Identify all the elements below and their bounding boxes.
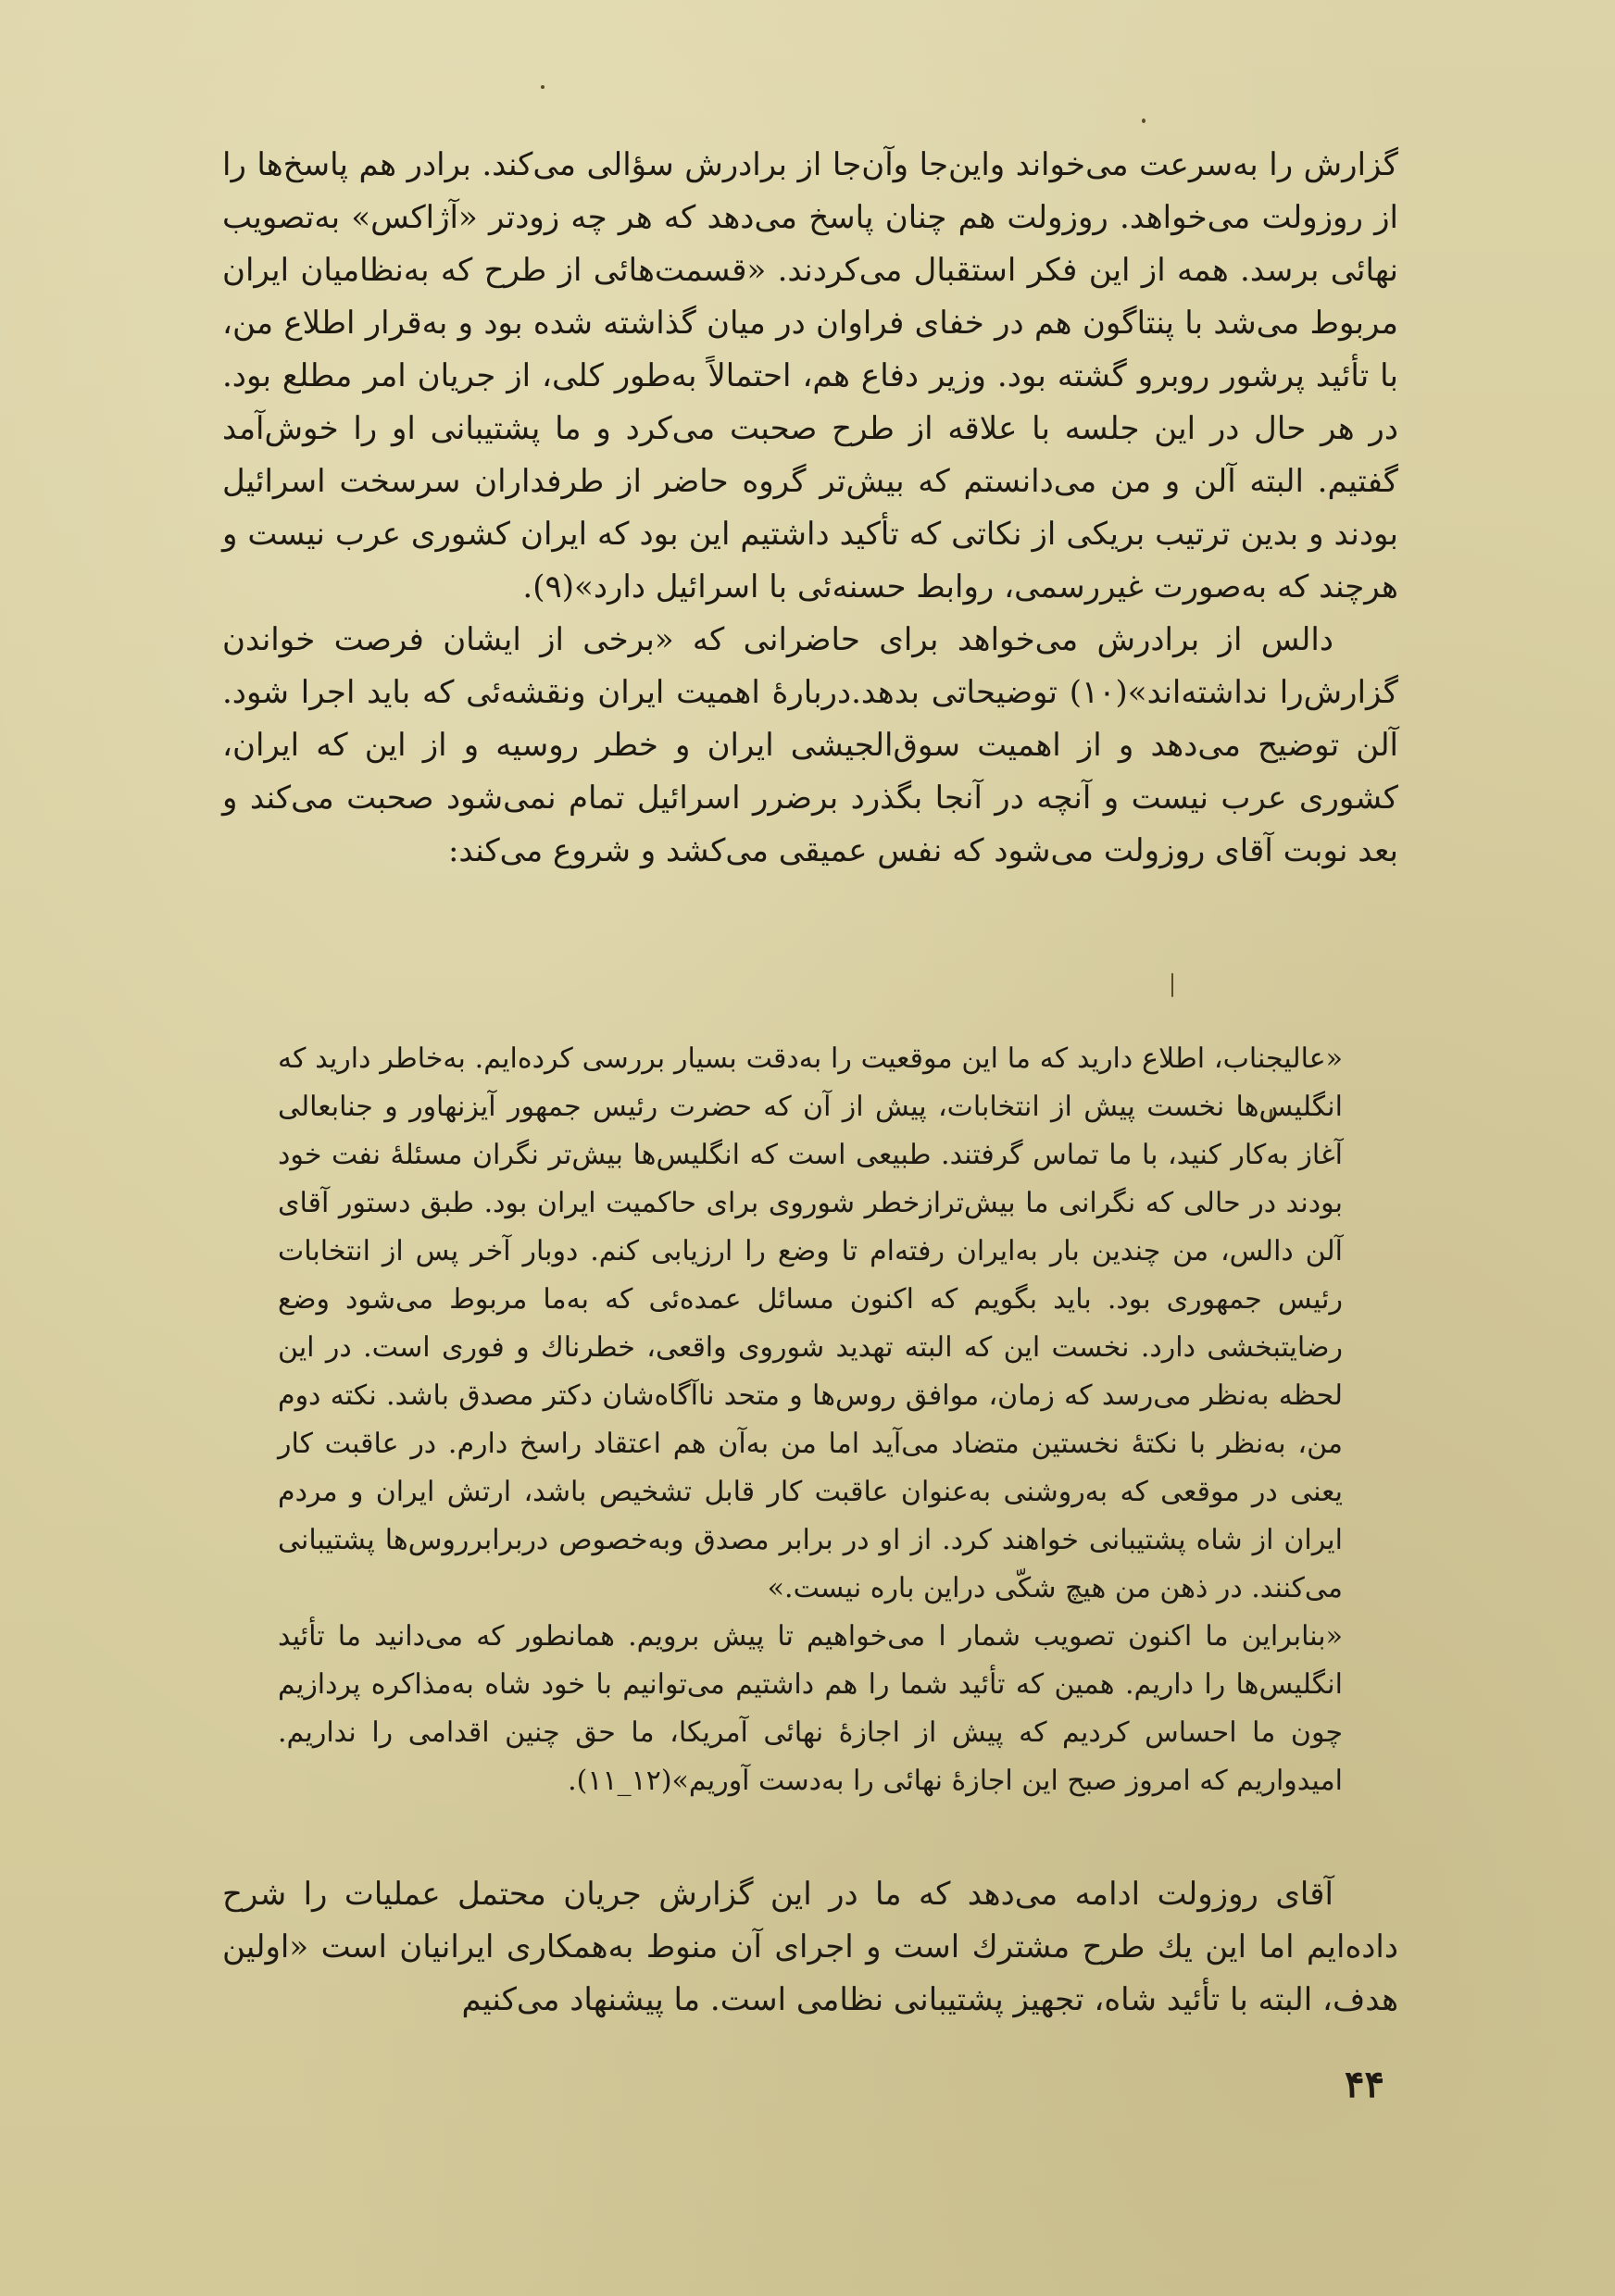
ink-speck (1171, 973, 1173, 997)
paragraph: آقای روزولت ادامه می‌دهد که ما در این گزارش جریان محتمل عملیات را شرح داده‌ایم اما این یك طرح مشترك است و اجرای آن منوط به‌همکاری ایرانیان است «اولین هدف، البته با تأئید شاه، تجهیز پشتیبانی نظامی است. ما پیشنهاد می‌کنیم (222, 1876, 1398, 2018)
ink-speck (541, 85, 545, 89)
quotation: «عالیجناب، اطلاع دارید که ما این موقعیت را به‌دقت بسیار بررسی کرده‌ایم. به‌خاطر دارید که انگلیس‌ها نخست پیش از انتخابات، پیش از آن که حضرت رئیس جمهور آیزنهاور و جنابعالی آغاز به‌کار کنید، با ما تماس گرفتند. طبیعی است که انگلیس‌ها بیش‌تر نگران مسئلهٔ نفت خود بودند در حالی که نگرانی ما بیش‌ترازخطر شوروی برای حاکمیت ایران بود. طبق دستور آقای آلن دالس، من چندین بار به‌ایران رفته‌ام تا وضع را ارزیابی کنم. دوبار آخر پس از انتخابات رئیس جمهوری بود. باید بگویم که اکنون مسائل عمده‌ئی که به‌ما مربوط می‌شود وضع رضایتبخشی دارد. نخست این که البته تهدید شوروی واقعی، خطرناك و فوری است. در این لحظه به‌نظر می‌رسد که زمان، موافق روس‌ها و متحد ناآگاه‌شان دکتر مصدق باشد. نکته دوم من، به‌نظر با نکتهٔ نخستین متضاد می‌آید اما من به‌آن هم اعتقاد راسخ دارم. در عاقبت کار یعنی در موقعی که به‌روشنی به‌عنوان عاقبت کار قابل تشخیص باشد، ارتش ایران و مردم ایران از شاه پشتیبانی خواهند کرد. از او در برابر مصدق وبه‌خصوص دربرابرروس‌ها پشتیبانی می‌کنند. در ذهن من هیچ شکّی دراین باره نیست.» (278, 1042, 1343, 1604)
paragraph: گزارش را به‌سرعت می‌خواند واین‌جا وآن‌جا از برادرش سؤالی می‌کند. برادر هم پاسخ‌ها را از روزولت می‌خواهد. روزولت هم چنان پاسخ می‌دهد که هر چه زودتر «آژاکس» به‌تصویب نهائی برسد. همه از این فکر استقبال می‌کردند. «قسمت‌هائی از طرح که به‌نظامیان ایران مربوط می‌شد با پنتاگون هم در خفای فراوان در میان گذاشته شده بود و به‌قرار اطلاع من، با تأئید پرشور روبرو گشته بود. وزیر دفاع هم، احتمالاً به‌طور کلی، از جریان امر مطلع بود. در هر حال در این جلسه با علاقه از طرح صحبت می‌کرد و ما پشتیبانی او را خوش‌آمد گفتیم. البته آلن و من می‌دانستم که بیش‌تر گروه حاضر از طرفداران سرسخت اسرائیل بودند و بدین ترتیب بریکی از نکاتی که تأکید داشتیم این بود که ایران کشوری عرب نیست و هرچند که به‌صورت غیررسمی، روابط حسنه‌ئی با اسرائیل دارد»(۹). (222, 146, 1398, 605)
page-number: ۴۴ (1345, 2063, 1384, 2106)
quotation: «بنابراین ما اکنون تصویب شمار ا می‌خواهیم تا پیش برویم. همانطور که می‌دانید ما تأئید انگلیس‌ها را داریم. همین که تأئید شما را هم داشتیم می‌توانیم با خود شاه به‌مذاکره پردازیم چون ما احساس کردیم که پیش از اجازهٔ نهائی آمریکا، ما حق چنین اقدامی را نداریم. امیدواریم که امروز صبح این اجازهٔ نهائی را به‌دست آوریم»(۱۲_۱۱). (278, 1620, 1343, 1797)
body-text-bottom (222, 1868, 1398, 2027)
ink-speck (1142, 119, 1146, 123)
body-text-top (222, 139, 1398, 878)
quotation-block (278, 1035, 1343, 1805)
paragraph: دالس از برادرش می‌خواهد برای حاضرانی که «برخی از ایشان فرصت خواندن گزارش‌را نداشته‌اند»(۱۰) توضیحاتی بدهد.دربارهٔ اهمیت ایران ونقشه‌ئی که باید اجرا شود. آلن توضیح می‌دهد و از اهمیت سوق‌الجیشی ایران و خطر روسیه و از این که ایران، کشوری عرب نیست و آنچه در آنجا بگذرد برضرر اسرائیل تمام نمی‌شود صحبت می‌کند و بعد نوبت آقای روزولت می‌شود که نفس عمیقی می‌کشد و شروع می‌کند: (222, 621, 1398, 869)
